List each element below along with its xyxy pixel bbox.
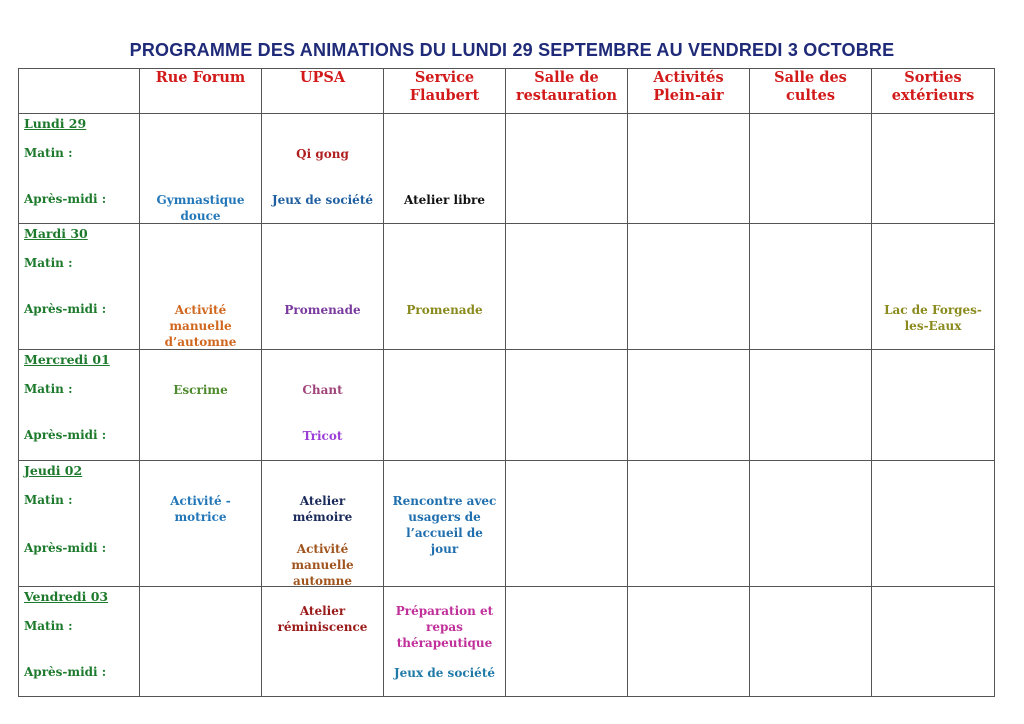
cell bbox=[262, 114, 384, 224]
day-row-jeudi bbox=[19, 461, 995, 587]
apres-midi-label: Après-midi : bbox=[24, 192, 107, 206]
activity-manuelle-automne: Activité manuelle automne bbox=[291, 542, 354, 588]
cell bbox=[506, 461, 628, 587]
activity-qi-gong: Qi gong bbox=[296, 147, 349, 161]
cell bbox=[384, 587, 506, 697]
cell bbox=[384, 114, 506, 224]
activity-chant: Chant bbox=[302, 383, 343, 397]
day-label-cell bbox=[19, 114, 140, 224]
activity-atelier-libre: Atelier libre bbox=[404, 193, 485, 207]
header-row bbox=[19, 69, 995, 114]
cell bbox=[750, 114, 872, 224]
cell bbox=[262, 350, 384, 461]
cell bbox=[262, 224, 384, 350]
day-row-vendredi bbox=[19, 587, 995, 697]
cell bbox=[262, 461, 384, 587]
day-label-cell bbox=[19, 350, 140, 461]
day-label-cell bbox=[19, 587, 140, 697]
activity-escrime: Escrime bbox=[173, 383, 228, 397]
cell bbox=[384, 350, 506, 461]
day-label-cell bbox=[19, 224, 140, 350]
activity-repas-therapeutique: Préparation et repas thérapeutique bbox=[395, 604, 494, 650]
cell bbox=[140, 114, 262, 224]
cell bbox=[506, 587, 628, 697]
cell bbox=[872, 350, 995, 461]
matin-label: Matin : bbox=[24, 256, 73, 270]
cell bbox=[384, 461, 506, 587]
activity-jeux-societe: Jeux de société bbox=[271, 193, 373, 207]
column-header-sorties: Sorties extérieurs bbox=[872, 69, 995, 114]
cell bbox=[628, 350, 750, 461]
cell bbox=[140, 350, 262, 461]
activity-promenade: Promenade bbox=[284, 303, 361, 317]
column-header-salle-restauration: Salle de restauration bbox=[506, 69, 628, 114]
column-header-plein-air: Activités Plein-air bbox=[628, 69, 750, 114]
cell bbox=[750, 350, 872, 461]
cell bbox=[872, 587, 995, 697]
day-name: Vendredi 03 bbox=[24, 589, 109, 604]
cell bbox=[628, 224, 750, 350]
cell bbox=[506, 224, 628, 350]
matin-label: Matin : bbox=[24, 382, 73, 396]
apres-midi-label: Après-midi : bbox=[24, 541, 107, 555]
cell bbox=[872, 461, 995, 587]
activity-activite-manuelle: Activité manuelle d’automne bbox=[164, 303, 237, 349]
column-header-rue-forum: Rue Forum bbox=[140, 69, 262, 114]
activity-rencontre: Rencontre avec usagers de l’accueil de jour bbox=[392, 494, 497, 556]
matin-label: Matin : bbox=[24, 619, 73, 633]
cell bbox=[628, 461, 750, 587]
column-header-salle-cultes: Salle des cultes bbox=[750, 69, 872, 114]
activity-gymnastique: Gymnastique douce bbox=[156, 193, 245, 223]
matin-label: Matin : bbox=[24, 146, 73, 160]
day-name: Lundi 29 bbox=[24, 116, 87, 131]
cell bbox=[140, 587, 262, 697]
matin-label: Matin : bbox=[24, 493, 73, 507]
cell bbox=[628, 114, 750, 224]
day-label-cell bbox=[19, 461, 140, 587]
cell bbox=[628, 587, 750, 697]
activity-atelier-memoire: Atelier mémoire bbox=[292, 494, 353, 524]
cell bbox=[750, 461, 872, 587]
column-header-upsa: UPSA bbox=[262, 69, 384, 114]
cell bbox=[506, 350, 628, 461]
cell bbox=[872, 114, 995, 224]
activity-motrice: Activité - motrice bbox=[170, 494, 231, 524]
page-title: PROGRAMME DES ANIMATIONS DU LUNDI 29 SEPTEMBRE AU VENDREDI 3 OCTOBRE bbox=[129, 40, 895, 60]
cell bbox=[750, 587, 872, 697]
cell bbox=[384, 224, 506, 350]
activity-jeux-societe: Jeux de société bbox=[393, 666, 495, 680]
day-row-mardi bbox=[19, 224, 995, 350]
apres-midi-label: Après-midi : bbox=[24, 428, 107, 442]
schedule-table bbox=[18, 68, 995, 697]
cell bbox=[750, 224, 872, 350]
activity-tricot: Tricot bbox=[302, 429, 343, 443]
day-row-lundi bbox=[19, 114, 995, 224]
day-name: Mercredi 01 bbox=[24, 352, 110, 367]
apres-midi-label: Après-midi : bbox=[24, 665, 107, 679]
day-name: Mardi 30 bbox=[24, 226, 88, 241]
cell bbox=[262, 587, 384, 697]
cell bbox=[506, 114, 628, 224]
cell bbox=[872, 224, 995, 350]
day-name: Jeudi 02 bbox=[24, 463, 83, 478]
cell bbox=[140, 461, 262, 587]
cell bbox=[140, 224, 262, 350]
corner-cell bbox=[19, 69, 140, 114]
activity-reminiscence: Atelier réminiscence bbox=[277, 604, 368, 634]
apres-midi-label: Après-midi : bbox=[24, 302, 107, 316]
activity-lac-forges: Lac de Forges- les-Eaux bbox=[884, 303, 982, 333]
activity-promenade: Promenade bbox=[406, 303, 483, 317]
column-header-service-flaubert: Service Flaubert bbox=[384, 69, 506, 114]
day-row-mercredi bbox=[19, 350, 995, 461]
